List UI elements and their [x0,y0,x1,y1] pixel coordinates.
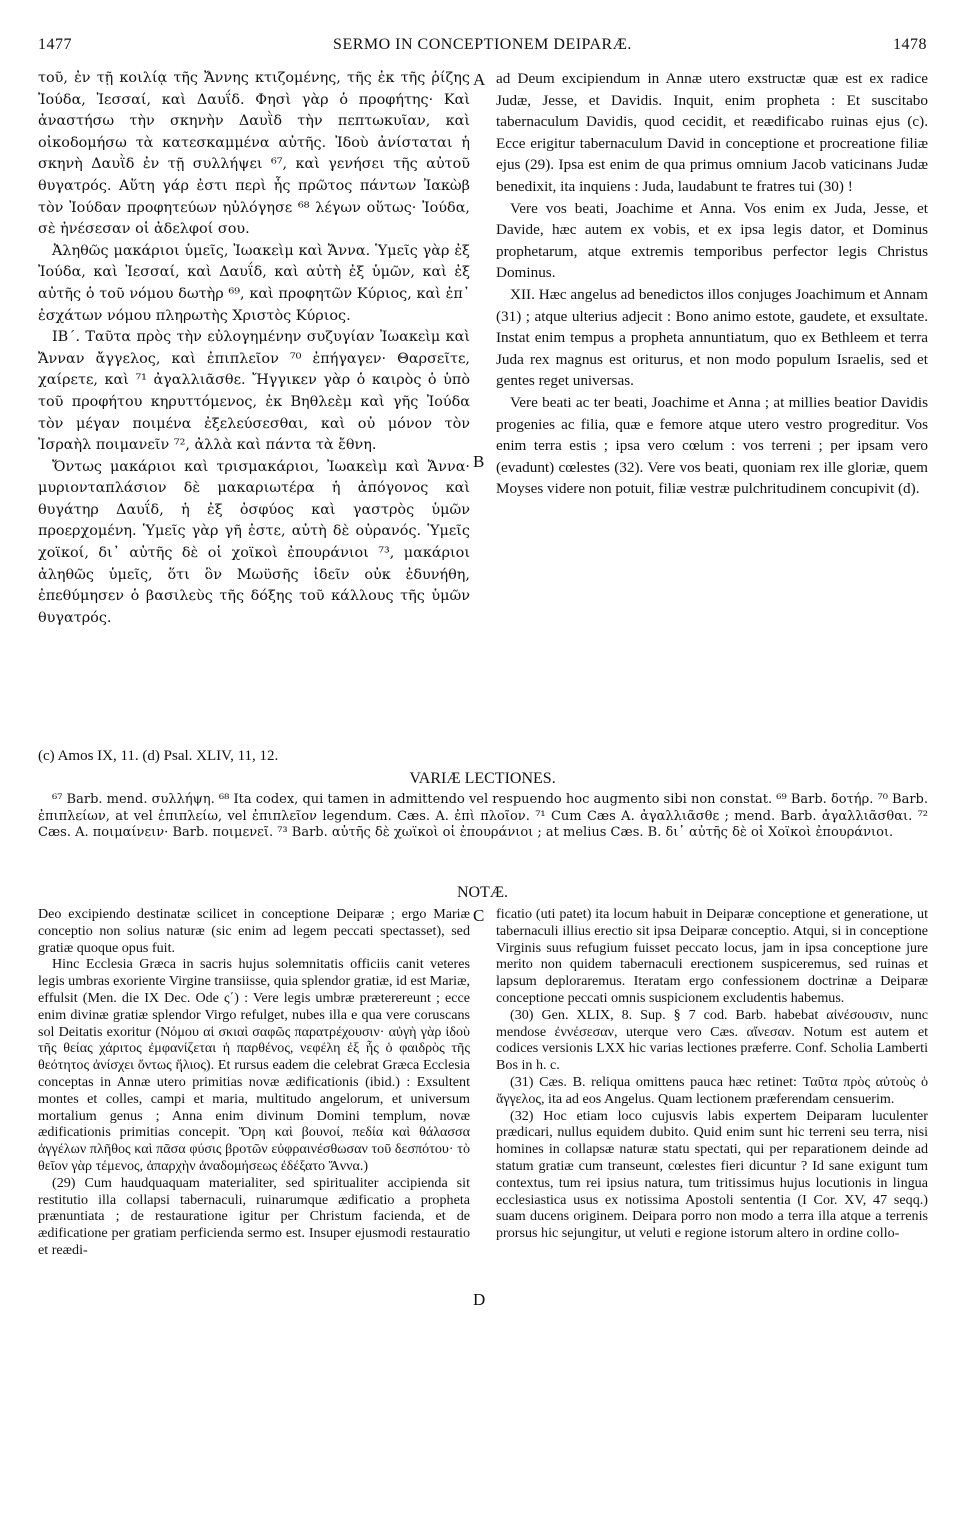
notae-paragraph: Deo excipiendo destinatæ scilicet in conceptione Deiparæ ; ergo Mariæ conceptio non solius naturæ (sic enim ad legem peccati spectasset), sed gratiæ quoque opus fuit. [38,906,470,956]
variae-lectiones-text [38,792,928,842]
variae-lectiones-paragraph: ⁶⁷ Barb. mend. συλλήψη. ⁶⁸ Ita codex, qui tamen in admittendo vel respuendo hoc augmento sibi non constat. ⁶⁹ Barb. δοτήρ. ⁷⁰ Barb. ἐπιπλείων, at vel ἐπιπλείω, vel ἐπιπλεῖον legendum. Cæs. A. ἐπὶ πλοῖον. ⁷¹ Cum Cæs A. ἀγαλλιᾶσθε ; mend. Barb. ἀγαλλιᾶσθαι. ⁷² Cæs. A. ποιμαίνειν· Barb. ποιμενεῖ. ⁷³ Barb. αὐτῆς δὲ χωϊκοὶ οἱ ἐπουράνιοι ; at melius Cæs. B. δι᾽ αὐτῆς δὲ οἱ Χοϊκοὶ ἐπουράνιοι. [38,792,929,840]
latin-paragraph: Vere vos beati, Joachime et Anna. Vos enim ex Juda, Jesse, et Davide, hæc autem ex vobis, et ex ipsa legis dator, et Dominus prophetarum, atque extremis temporibus perfector legis Christus Dominus. [496,199,928,282]
notae-paragraph: (31) Cæs. B. reliqua omittens pauca hæc retinet: Ταῦτα πρὸς αὐτοὺς ὁ ἄγγελος, ita ad eos Angelus. Quam lectionem præferendam censuerim. [496,1073,928,1107]
notae-left-column [38,906,470,1259]
greek-paragraph: τοῦ, ἐν τῇ κοιλίᾳ τῆς Ἄννης κτιζομένης, τῆς ἐκ τῆς ῥίζης Ἰούδα, Ἰεσσαί, καὶ Δαυΐδ. Φησὶ γὰρ ὁ προφήτης· Καὶ ἀναστήσω τὴν σκηνὴν Δαυῒδ τὴν πεπτωκυῖαν, καὶ οἰκοδομήσω τὰ κατεσκαμμένα αὐτῆς. Ἰδοὺ ἀνίσταται ἡ σκηνὴ Δαυῒδ ἐν τῇ συλλήψει ⁶⁷, καὶ γενήσει τῆς αὐτοῦ θυγατρός. Αὕτη γάρ ἐστι περὶ ἧς πρῶτος πάντων Ἰακὼβ τὸν Ἰούδαν προφητεύων ηὐλόγησε ⁶⁸ λέγων οὕτως· Ἰούδα, σὲ ἠνέσεσαν οἱ ἀδελφοί σου. [38,70,470,238]
greek-text-column [38,68,470,629]
notae-right-column [496,906,928,1242]
margin-marker-d: D [473,1290,486,1309]
notae-paragraph: (32) Hoc etiam loco cujusvis labis expertem Deiparam luculenter prædicari, nullus equidem dubito. Quid enim sunt hic terreni seu terra, nisi homines in collapsæ naturæ statu spectati, qui per reparationem deinde ad statum gratiæ cum transeunt, cœlestes fieri dicuntur ? Id sane exigunt tum contextus, tum rei ipsius natura, tum tritissimus hujus locutionis in lingua ecclesiastica usus ex notissima Apostoli sententia (I Cor. XV, 47 seqq.) suam ducens originem. Deipara porro non modo a terra illa atque a terrenis prorsus hic sejungitur, ut veluti e regione istorum altero in ordine collo- [496,1107,928,1242]
page-number-right: 1478 [893,36,927,53]
latin-paragraph: Vere beati ac ter beati, Joachime et Anna ; at millies beatior Davidis progenies ac filia, quæ e femore atque utero vestro progreditur. Vos enim terra estis ; ipsa vero cœlum : vos terreni ; per ipsam vero (evadunt) cœlestes (32). Vere vos beati, quoniam rex ille gloriæ, quem Moyses videre non potuit, filiæ vestræ pulchritudinem concupivit (d). [496,393,928,498]
greek-paragraph: ΙΒ΄. Ταῦτα πρὸς τὴν εὐλογημένην συζυγίαν Ἰωακεὶμ καὶ Ἄνναν ἄγγελος, καὶ ἐπιπλεῖον ⁷⁰ ἐπήγαγεν· Θαρσεῖτε, χαίρετε, καὶ ⁷¹ ἀγαλλιᾶσθε. Ἤγγικεν γὰρ ὁ καιρὸς ὁ ὑπὸ τοῦ προφήτου κηρυττόμενος, ἐκ Βηθλεὲμ καὶ γῆς Ἰούδα τὸν μέγαν ποιμένα ἐξελεύσεσθαι, καὶ οὐ μόνον τὸν Ἰσραὴλ ποιμανεῖν ⁷², ἀλλὰ καὶ πάντα τὰ ἔθνη. [38,329,470,454]
notae-paragraph: Hinc Ecclesia Græca in sacris hujus solemnitatis officiis canit veteres legis umbras exoriente Virgine transiisse, quia splendor gratiæ, id est Mariæ, effulsit (Men. die IX Dec. Ode ς΄) : Vere legis umbræ præterereunt ; ecce enim divinæ gratiæ splendor Virgo refulget, nubes illa e qua vere coruscans sol Deitatis exoritur (Νόμου αἱ σκιαὶ σαφῶς παρατρέχουσιν· αὐγὴ γὰρ ἰδοὺ τῆς θείας χάριτος ἐμφανίζεται ἡ παρθένος, νεφέλη ἐξ ἧς ὁ φαιδρὸς τῆς θεότητος ἀνίσχει ὄντως ἥλιος). Et rursus eadem die celebrat Græca Ecclesia conceptas in Annæ utero primitias novæ ædificationis (ibid.) : Exsultent montes et colles, campi et maria, multitudo angelorum, et universum mortalium genus ; Anna enim divinum Domini templum, novæ ædificationis primitias concepit. Ὄρη καὶ βουνοί, πεδία καὶ θάλασσα ἀγγέλων πλῆθος καὶ πᾶσα φύσις βροτῶν εὐφραινέσθωσαν τοῦ δεσπότου· τὸ θεῖον γὰρ τέμενος, ἀπαρχὴν ἀναδομήσεως ἐδέξατο Ἄννα.) [38,956,470,1174]
margin-marker-b: B [473,452,485,471]
notae-title: NOTÆ. [456,884,509,901]
greek-paragraph: Ἀληθῶς μακάριοι ὑμεῖς, Ἰωακεὶμ καὶ Ἄννα. Ὑμεῖς γὰρ ἐξ Ἰούδα, καὶ Ἰεσσαί, καὶ Δαυΐδ, καὶ αὐτὴ ἐξ ὑμῶν, καὶ ἐξ αὐτῆς ὁ τοῦ νόμου δωτὴρ ⁶⁹, καὶ προφητῶν Κύριος, καὶ ἐπ᾽ ἐσχάτων νόμου πληρωτὴς Χριστὸς Κύριος. [38,242,470,324]
page-number-left: 1477 [38,36,72,53]
variae-lectiones-title: VARIÆ LECTIONES. [409,770,556,787]
latin-text-column [496,68,928,500]
margin-marker-a: A [473,70,486,89]
margin-marker-c: C [473,906,485,925]
notae-paragraph: ficatio (uti patet) ita locum habuit in Deiparæ conceptione et generatione, ut tabernaculi illius erectio sit ipsa Deiparæ conceptio. Atqui, si in conceptione Virginis suus refugium fuisset peccato locus, jam in ipsa conceptione jure merito non quidem tabernaculi erectionem suspiceremus, sed ruinas et lapsum deploraremus. Iteratam ergo confessionem doctrinæ a Deiparæ conceptione peccati omnis suspicionem excludentis habemus. [496,906,928,1006]
scripture-references: (c) Amos IX, 11. (d) Psal. XLIV, 11, 12. [38,748,279,764]
notae-paragraph: (30) Gen. XLIX, 8. Sup. § 7 cod. Barb. habebat αἰνέσουσιν, nunc mendose ἐννέσεσαν, uterque vero Cæs. αἴνεσαν. Notum est autem et codices versionis LXX hic varias lectiones præferre. Conf. Scholia Lamberti Bos in h. c. [496,1006,928,1074]
notae-paragraph: (29) Cum haudquaquam materialiter, sed spiritualiter accipienda sit restitutio illa collapsi tabernaculi, ruinarumque ædificatio a propheta prænuntiata ; de restauratione igitur per Christum facienda, et de ædificatione per gratiam perficienda sermo est. Insuper ejusmodi restauratio et reædi- [38,1174,470,1258]
running-header [38,36,927,60]
latin-paragraph: ad Deum excipiendum in Annæ utero exstructæ quæ est ex radice Judæ, Jesse, et Davidis. Inquit, enim propheta : Et suscitabo tabernaculum Davidis, quod cecidit, et reædificabo ruinas ejus (c). Ecce erigitur tabernaculum David in conceptione et procreatione filiæ ejus (29). Ipsa est enim de qua primus omnium Jacob vaticinans Judæ benedixit, ita inquiens : Juda, laudabunt te fratres tui (30) ! [496,70,928,195]
running-title: SERMO IN CONCEPTIONEM DEIPARÆ. [333,36,632,53]
greek-paragraph: Ὄντως μακάριοι καὶ τρισμακάριοι, Ἰωακεὶμ καὶ Ἄννα· μυριονταπλάσιον δὲ μακαριωτέρα ἡ ἀπόγονος καὶ θυγάτηρ Δαυΐδ, ἡ ἐξ ὀσφύος καὶ γαστρὸς ὑμῶν προερχομένη. Ὑμεῖς γὰρ γῆ ἐστε, αὐτὴ δὲ οὐρανός. Ὑμεῖς χοϊκοί, δι᾽ αὐτῆς δὲ οἱ χοϊκοὶ ἐπουράνιοι ⁷³, μακάριοι ἀληθῶς ὑμεῖς, ὅτι ὃν Μωϋσῆς ἰδεῖν οὐκ ἐδυνήθη, ἐπεθύμησεν ὁ βασιλεὺς τῆς δόξης τοῦ κάλλους τῆς ὑμῶν θυγατρός. [38,458,470,626]
latin-paragraph: XII. Hæc angelus ad benedictos illos conjuges Joachimum et Annam (31) ; atque ulterius adjecit : Bono animo estote, gaudete, et exsultate. Instat enim tempus a propheta annuntiatum, quo ex Bethleem et terra Juda rex magnus est oriturus, et non modo populum Israelis, sed et gentes reget universas. [496,285,928,390]
